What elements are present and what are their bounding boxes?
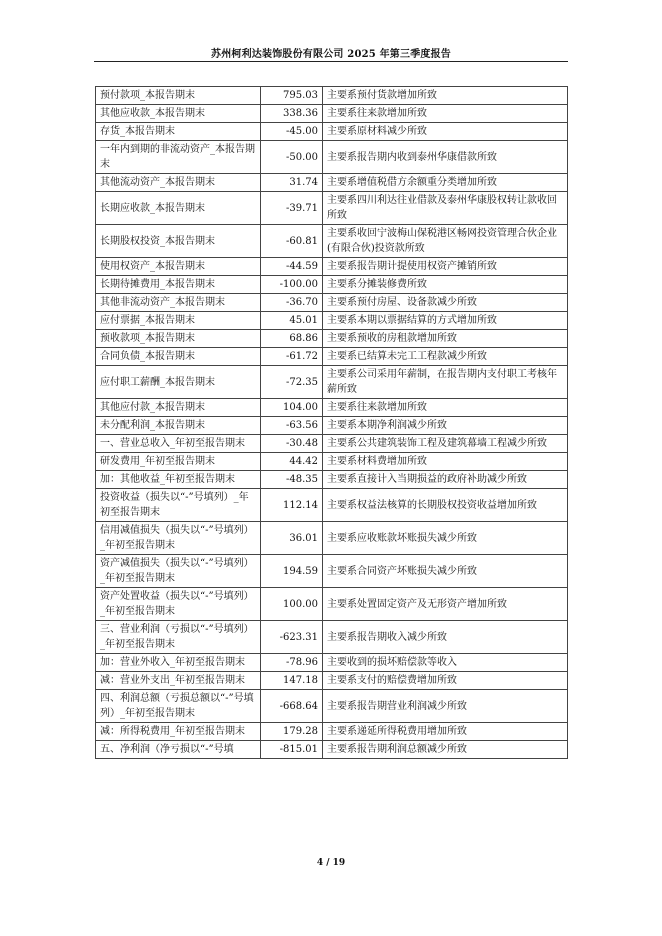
row-reason: 主要系处置固定资产及无形资产增加所致 bbox=[323, 588, 568, 621]
table-row bbox=[96, 312, 568, 330]
table-row bbox=[96, 555, 568, 588]
row-item-name: 长期待摊费用_本报告期末 bbox=[96, 276, 261, 294]
row-reason: 主要系报告期利润总额减少所致 bbox=[323, 741, 568, 759]
table-row bbox=[96, 348, 568, 366]
row-reason: 主要系材料费增加所致 bbox=[323, 453, 568, 471]
row-change-ratio: 31.74 bbox=[261, 174, 323, 192]
row-change-ratio: 112.14 bbox=[261, 489, 323, 522]
row-change-ratio: -100.00 bbox=[261, 276, 323, 294]
table-row bbox=[96, 366, 568, 399]
table-row bbox=[96, 621, 568, 654]
row-item-name: 加：营业外收入_年初至报告期末 bbox=[96, 654, 261, 672]
table-row bbox=[96, 399, 568, 417]
row-reason: 主要系增值税借方余额重分类增加所致 bbox=[323, 174, 568, 192]
row-change-ratio: -50.00 bbox=[261, 141, 323, 174]
table-row bbox=[96, 471, 568, 489]
row-reason: 主要系递延所得税费用增加所致 bbox=[323, 723, 568, 741]
row-item-name: 预付款项_本报告期末 bbox=[96, 87, 261, 105]
row-change-ratio: 194.59 bbox=[261, 555, 323, 588]
table-row bbox=[96, 141, 568, 174]
table-row bbox=[96, 276, 568, 294]
row-item-name: 三、营业利润（亏损以“-”号填列）_年初至报告期末 bbox=[96, 621, 261, 654]
row-item-name: 存货_本报告期末 bbox=[96, 123, 261, 141]
table-row bbox=[96, 225, 568, 258]
row-change-ratio: -668.64 bbox=[261, 690, 323, 723]
row-reason: 主要系收回宁波梅山保税港区畅网投资管理合伙企业(有限合伙)投资款所致 bbox=[323, 225, 568, 258]
row-reason: 主要系报告期计提使用权资产摊销所致 bbox=[323, 258, 568, 276]
row-item-name: 长期股权投资_本报告期末 bbox=[96, 225, 261, 258]
row-change-ratio: 68.86 bbox=[261, 330, 323, 348]
row-change-ratio: 104.00 bbox=[261, 399, 323, 417]
table-row bbox=[96, 192, 568, 225]
row-reason: 主要系预付房屋、设备款减少所致 bbox=[323, 294, 568, 312]
row-item-name: 其他非流动资产_本报告期末 bbox=[96, 294, 261, 312]
row-change-ratio: 179.28 bbox=[261, 723, 323, 741]
row-reason: 主要系本期净利润减少所致 bbox=[323, 417, 568, 435]
table-row bbox=[96, 123, 568, 141]
row-change-ratio: -30.48 bbox=[261, 435, 323, 453]
table-row bbox=[96, 453, 568, 471]
row-reason: 主要系合同资产坏账损失减少所致 bbox=[323, 555, 568, 588]
row-reason: 主要系报告期收入减少所致 bbox=[323, 621, 568, 654]
row-change-ratio: -39.71 bbox=[261, 192, 323, 225]
row-item-name: 加：其他收益_年初至报告期末 bbox=[96, 471, 261, 489]
table-row bbox=[96, 741, 568, 759]
row-reason: 主要系支付的赔偿费增加所致 bbox=[323, 672, 568, 690]
row-item-name: 其他应收款_本报告期末 bbox=[96, 105, 261, 123]
row-change-ratio: 147.18 bbox=[261, 672, 323, 690]
row-reason: 主要系往来款增加所致 bbox=[323, 399, 568, 417]
row-item-name: 资产减值损失（损失以“-”号填列）_年初至报告期末 bbox=[96, 555, 261, 588]
table-row bbox=[96, 723, 568, 741]
table-row bbox=[96, 105, 568, 123]
change-explanation-table bbox=[95, 86, 568, 759]
row-item-name: 减：所得税费用_年初至报告期末 bbox=[96, 723, 261, 741]
table-row bbox=[96, 417, 568, 435]
row-change-ratio: 338.36 bbox=[261, 105, 323, 123]
row-change-ratio: 45.01 bbox=[261, 312, 323, 330]
table-row bbox=[96, 435, 568, 453]
row-reason: 主要系已结算未完工工程款减少所致 bbox=[323, 348, 568, 366]
row-item-name: 使用权资产_本报告期末 bbox=[96, 258, 261, 276]
table-row bbox=[96, 690, 568, 723]
table-row bbox=[96, 672, 568, 690]
header-divider bbox=[94, 61, 568, 62]
row-reason: 主要系预付货款增加所致 bbox=[323, 87, 568, 105]
row-change-ratio: -623.31 bbox=[261, 621, 323, 654]
table-row bbox=[96, 87, 568, 105]
row-reason: 主要系公共建筑装饰工程及建筑幕墙工程减少所致 bbox=[323, 435, 568, 453]
row-change-ratio: -78.96 bbox=[261, 654, 323, 672]
row-change-ratio: -48.35 bbox=[261, 471, 323, 489]
row-reason: 主要系报告期营业利润减少所致 bbox=[323, 690, 568, 723]
row-item-name: 长期应收款_本报告期末 bbox=[96, 192, 261, 225]
table-body bbox=[96, 87, 568, 759]
row-reason: 主要系公司采用年薪制，在报告期内支付职工考核年薪所致 bbox=[323, 366, 568, 399]
row-change-ratio: -72.35 bbox=[261, 366, 323, 399]
row-item-name: 一年内到期的非流动资产_本报告期末 bbox=[96, 141, 261, 174]
table-row bbox=[96, 330, 568, 348]
row-change-ratio: -60.81 bbox=[261, 225, 323, 258]
row-change-ratio: -63.56 bbox=[261, 417, 323, 435]
table-row bbox=[96, 489, 568, 522]
row-reason: 主要系直接计入当期损益的政府补助减少所致 bbox=[323, 471, 568, 489]
row-reason: 主要系原材料减少所致 bbox=[323, 123, 568, 141]
row-item-name: 投资收益（损失以“-”号填列）_年初至报告期末 bbox=[96, 489, 261, 522]
row-change-ratio: 44.42 bbox=[261, 453, 323, 471]
row-change-ratio: 795.03 bbox=[261, 87, 323, 105]
table-row bbox=[96, 522, 568, 555]
row-change-ratio: -36.70 bbox=[261, 294, 323, 312]
row-item-name: 应付职工薪酬_本报告期末 bbox=[96, 366, 261, 399]
table-row bbox=[96, 654, 568, 672]
row-reason: 主要系分摊装修费所致 bbox=[323, 276, 568, 294]
row-item-name: 应付票据_本报告期末 bbox=[96, 312, 261, 330]
row-change-ratio: -815.01 bbox=[261, 741, 323, 759]
row-item-name: 资产处置收益（损失以“-”号填列）_年初至报告期末 bbox=[96, 588, 261, 621]
row-item-name: 信用减值损失（损失以“-”号填列）_年初至报告期末 bbox=[96, 522, 261, 555]
table-row bbox=[96, 588, 568, 621]
row-reason: 主要系权益法核算的长期股权投资收益增加所致 bbox=[323, 489, 568, 522]
table-row bbox=[96, 294, 568, 312]
row-reason: 主要系应收账款坏账损失减少所致 bbox=[323, 522, 568, 555]
row-reason: 主要系本期以票据结算的方式增加所致 bbox=[323, 312, 568, 330]
row-item-name: 预收款项_本报告期末 bbox=[96, 330, 261, 348]
row-change-ratio: -45.00 bbox=[261, 123, 323, 141]
row-reason: 主要系往来款增加所致 bbox=[323, 105, 568, 123]
row-item-name: 其他应付款_本报告期末 bbox=[96, 399, 261, 417]
row-reason: 主要收到的损坏赔偿款等收入 bbox=[323, 654, 568, 672]
table-row bbox=[96, 258, 568, 276]
row-item-name: 一、营业总收入_年初至报告期末 bbox=[96, 435, 261, 453]
row-item-name: 合同负债_本报告期末 bbox=[96, 348, 261, 366]
row-item-name: 减：营业外支出_年初至报告期末 bbox=[96, 672, 261, 690]
row-reason: 主要系预收的房租款增加所致 bbox=[323, 330, 568, 348]
row-change-ratio: 36.01 bbox=[261, 522, 323, 555]
page-header-title: 苏州柯利达装饰股份有限公司 2025 年第三季度报告 bbox=[211, 49, 451, 60]
row-reason: 主要系四川利达往业借款及泰州华康股权转让款收回所致 bbox=[323, 192, 568, 225]
row-item-name: 其他流动资产_本报告期末 bbox=[96, 174, 261, 192]
row-change-ratio: -61.72 bbox=[261, 348, 323, 366]
table-row bbox=[96, 174, 568, 192]
row-item-name: 未分配利润_本报告期末 bbox=[96, 417, 261, 435]
row-change-ratio: -44.59 bbox=[261, 258, 323, 276]
row-item-name: 四、利润总额（亏损总额以“-”号填列）_年初至报告期末 bbox=[96, 690, 261, 723]
page-number: 4 / 19 bbox=[316, 858, 346, 868]
row-reason: 主要系报告期内收到泰州华康借款所致 bbox=[323, 141, 568, 174]
row-item-name: 研发费用_年初至报告期末 bbox=[96, 453, 261, 471]
row-item-name: 五、净利润（净亏损以“-”号填 bbox=[96, 741, 261, 759]
row-change-ratio: 100.00 bbox=[261, 588, 323, 621]
